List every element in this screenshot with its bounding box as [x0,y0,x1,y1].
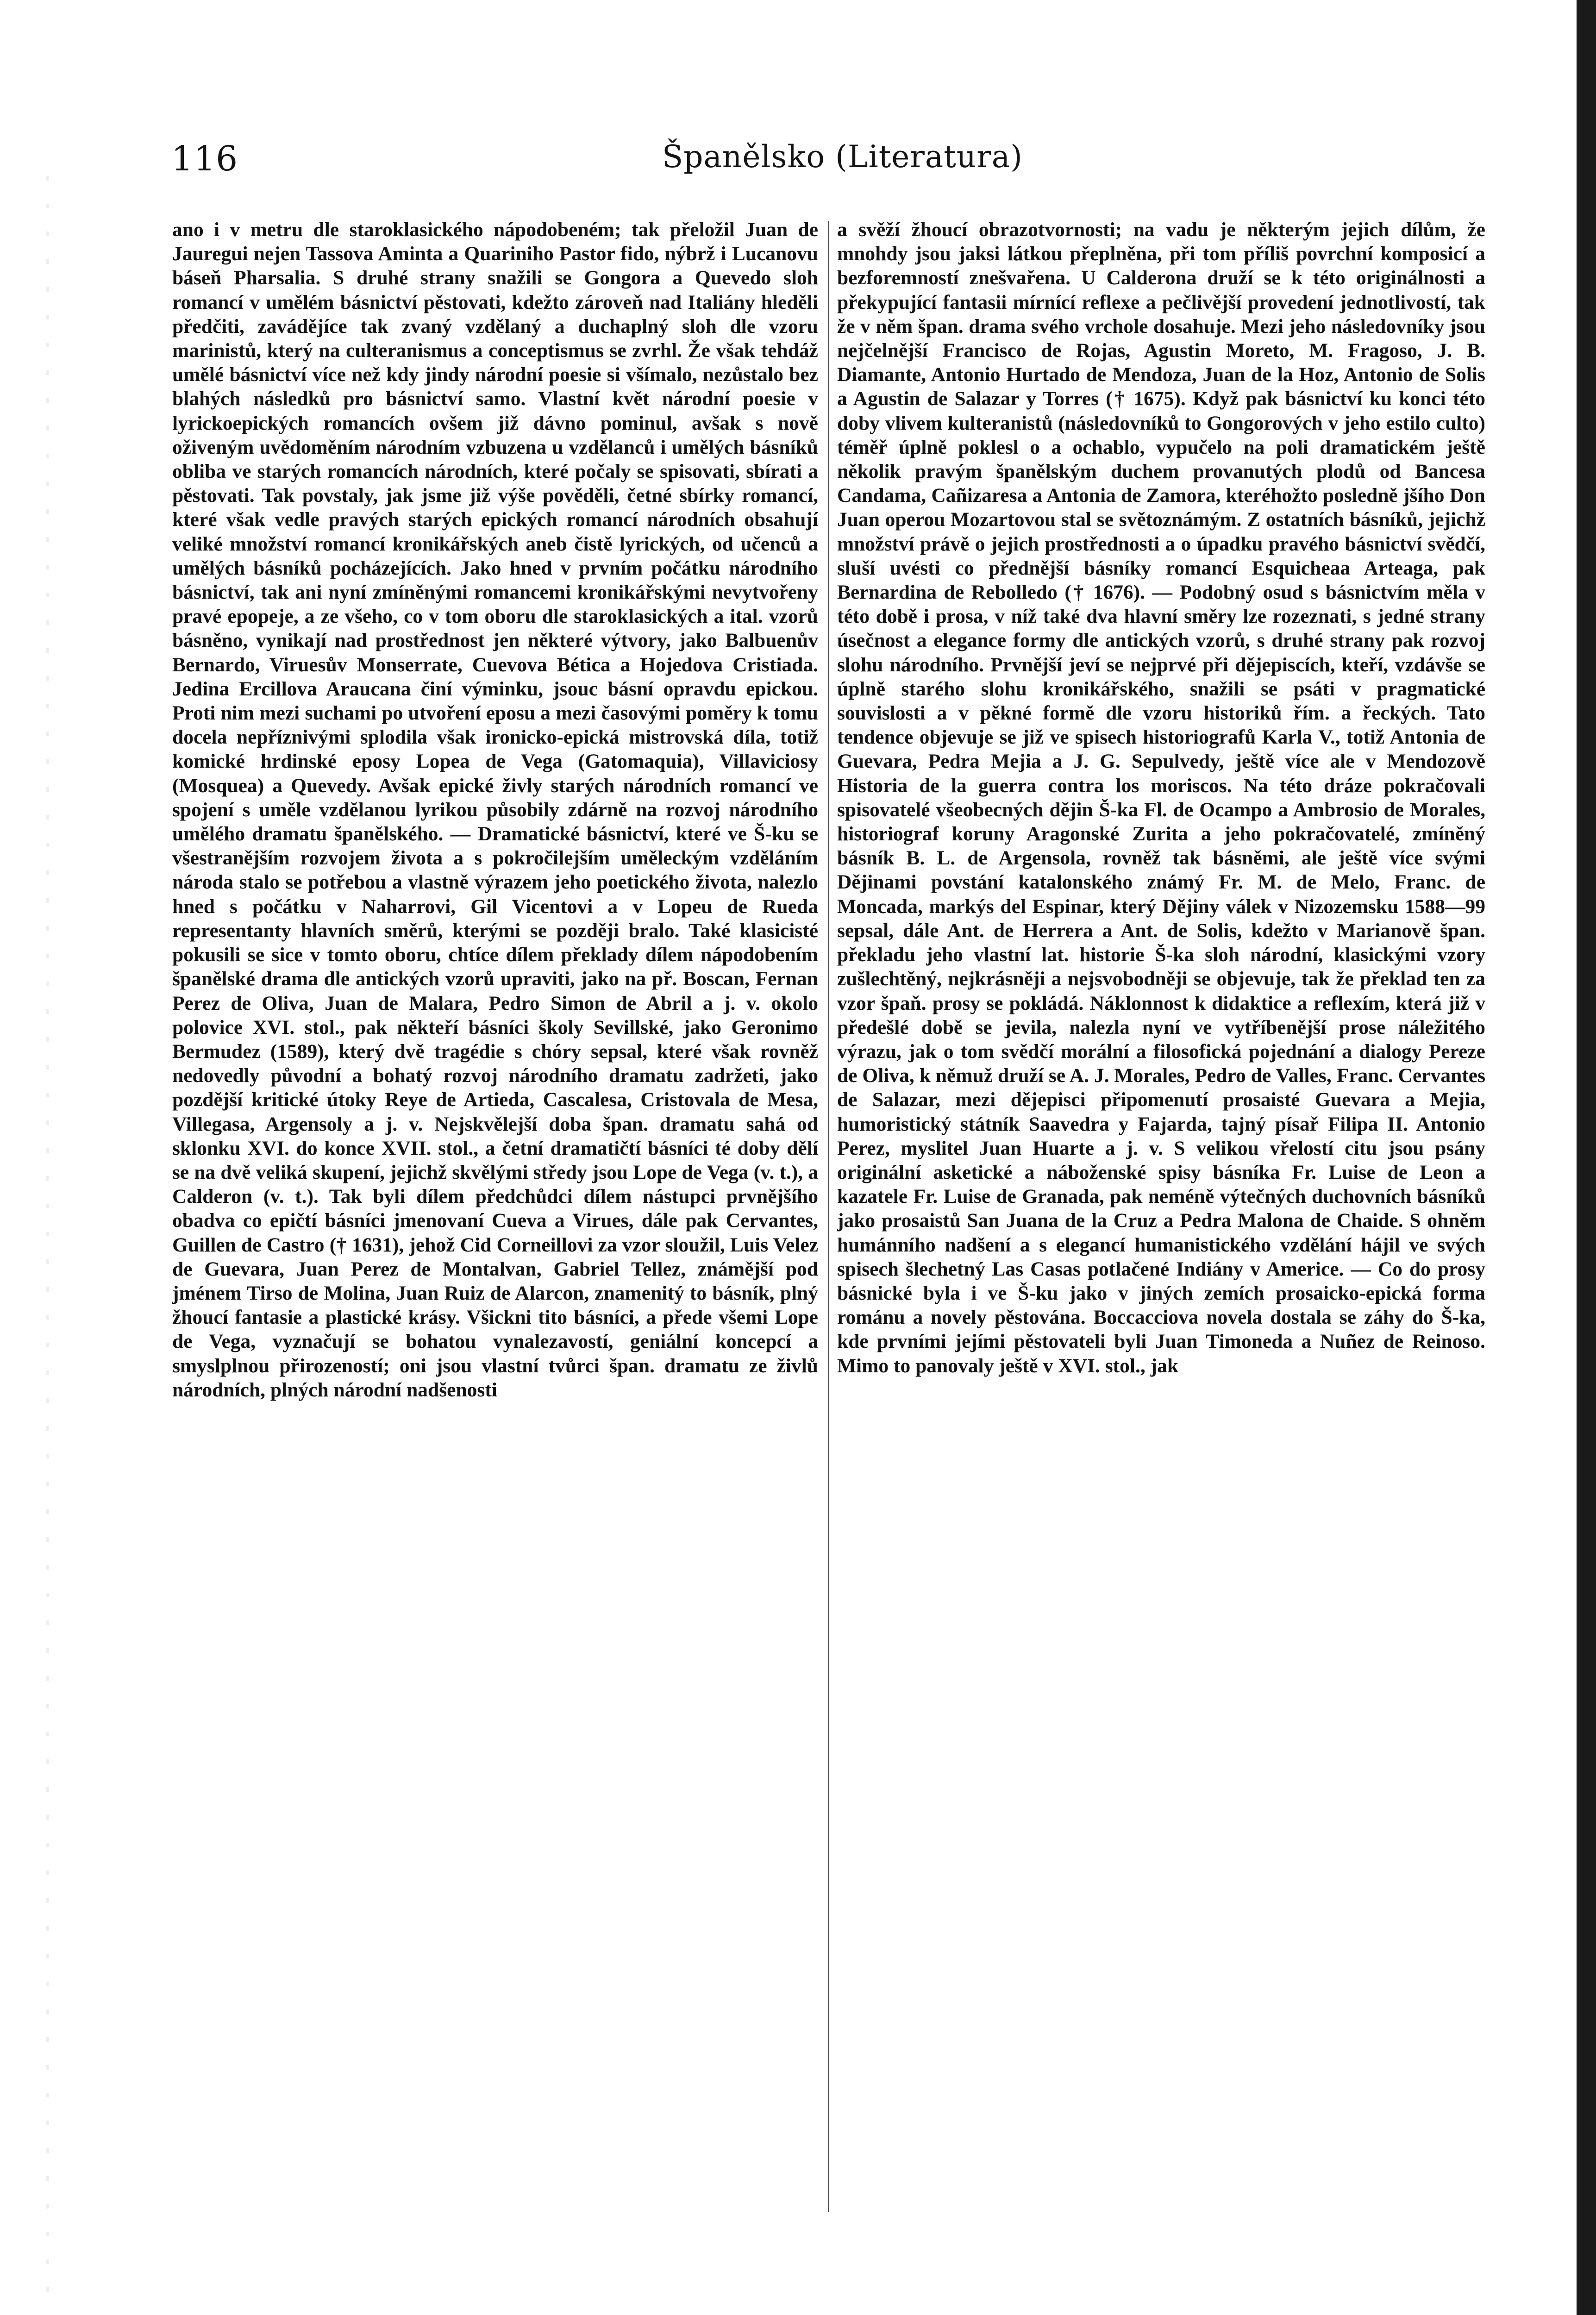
page-number: 116 [171,139,238,179]
page-header [171,139,1463,194]
scan-edge [1577,0,1596,2315]
body-text-right: a svěží žhoucí obrazotvornosti; na vadu je některým jejich dílům, že mnohdy jsou jaksi látkou přeplněna, při tom příliš povrchní komposicí a bezforemností znešvařena. U Calderona druží se k této originálnosti a překypující fantasii mírnící reflexe a pečlivější provedení jednotlivostí, tak že v něm špan. drama svého vrchole dosahuje. Mezi jeho následovníky jsou nejčelnější Francisco de Rojas, Agustin Moreto, M. Fragoso, J. B. Diamante, Antonio Hurtado de Mendoza, Juan de la Hoz, Antonio de Solis a Agustin de Salazar y Torres († 1675). Když pak básnictví ku konci této doby vlivem kulteranistů (následovníků to Gongorových v jeho estilo culto) téměř úplně poklesl o a ochablo, vypučelo na poli dramatickém ještě několik pravým španělským duchem provanutých plodů od Bancesa Candama, Cañizaresa a Antonia de Zamora, kteréhožto posledně jšího Don Juan operou Mozartovou stal se světoznámým. Z ostatních básníků, jejichž množství právě o jejich prostřednosti a o úpadku pravého básnictví svědčí, sluší uvésti co přednější básníky romancí Esquicheaa Arteaga, pak Bernardina de Rebolledo († 1676). — Podobný osud s básnictvím měla v této době i prosa, v níž také dva hlavní směry lze rozeznati, s jedné strany úsečnost a elegance formy dle antických vzorů, s druhé strany pak rozvoj slohu národního. Prvnější jeví se nejprvé při dějepiscích, kteří, vzdávše se úplně starého slohu kronikářského, snažili se psáti v pragmatické souvislosti a v pěkné formě dle vzoru historiků řím. a řeckých. Tato tendence objevuje se již ve spisech historiografů Karla V., totiž Antonia de Guevara, Pedra Mejia a J. G. Sepulvedy, ještě více ale v Mendozově Historia de la guerra contra los moriscos. Na této dráze pokračovali spisovatelé všeobecných dějin Š-ka Fl. de Ocampo a Ambrosio de Morales, historiograf koruny Aragonské Zurita a jeho pokračovatelé, zmíněný básník B. L. de Argensola, rovněž tak básněmi, ale ještě více svými Dějinami povstání katalonského známý Fr. M. de Melo, Franc. de Moncada, markýs del Espinar, který Dějiny válek v Nizozemsku 1588—99 sepsal, dále Ant. de Herrera a Ant. de Solis, kdežto v Marianově špan. překladu jeho vlastní lat. historie Š-ka sloh národní, klasickými vzory zušlechtěný, nejkrásněji a nejsvobodněji se objevuje, tak že překlad ten za vzor špaň. prosy se pokládá. Náklonnost k didaktice a reflexím, která již v předešlé době se jevila, nalezla nyní ve vytříbenější prose náležitého výrazu, jak o tom svědčí morální a filosofická pojednání a dialogy Pereze de Oliva, k němuž druží se A. J. Morales, Pedro de Valles, Franc. Cervantes de Salazar, mezi dějepisci připomenutí prosaisté Guevara a Mejia, humoristický státník Saavedra y Fajarda, tajný písař Filipa II. Antonio Perez, myslitel Juan Huarte a j. v. S velikou vřelostí citu jsou psány originální asketické a náboženské spisy básníka Fr. Luise de Leon a kazatele Fr. Luise de Granada, pak neméně výtečných duchovních básníků jako prosaistů San Juana de la Cruz a Pedra Malona de Chaide. S ohněm humánního nadšení a s elegancí humanistického vzdělání hájil ve svých spisech šlechetný Las Casas potlačené Indiány v Americe. — Co do prosy básnické byla i ve Š-ku jako v jiných zemích prosaicko-epická forma románu a novely pěstována. Boccacciova novela dostala se záhy do Š-ka, kde prvními jejími pěstovateli byli Juan Timoneda a Nuñez de Reinoso. Mimo to panovaly ještě v XVI. stol., jak [837,219,1485,1377]
body-text-left: ano i v metru dle staroklasického nápodobeném; tak přeložil Juan de Jauregui nejen Tassova Aminta a Quariniho Pastor fido, nýbrž i Lucanovu báseň Pharsalia. S druhé strany snažili se Gongora a Quevedo sloh romancí v umělém básnictví pěstovati, kdežto zároveň nad Italiány hleděli předčiti, zavádějíce tak zvaný vzdělaný a duchaplný sloh dle vzoru marinistů, který na culteranismus a conceptismus se zvrhl. Že však tehdáž umělé básnictví více než kdy jindy národní poesie si všímalo, nezůstalo bez blahých následků pro básnictví samo. Vlastní květ národní poesie v lyrickoepických romancích ovšem již dávno pominul, avšak s nově oživeným uvědoměním národním vzbuzena u vzdělanců i umělých básníků obliba ve starých romancích národních, které počaly se spisovati, sbírati a pěstovati. Tak povstaly, jak jsme již výše pověděli, četné sbírky romancí, které však vedle pravých starých epických romancí národních obsahují veliké množství romancí kronikářských aneb čistě lyrických, od učenců a umělých básníků pocházejících. Jako hned v prvním počátku národního básnictví, tak ani nyní zmíněnými romancemi kronikářskými nevytvořeny pravé epopeje, a ze všeho, co v tom oboru dle staroklasických a ital. vzorů básněno, vynikají nad prostřednost jen některé výtvory, jako Balbuenův Bernardo, Viruesův Monserrate, Cuevova Bética a Hojedova Cristiada. Jedina Ercillova Araucana činí výminku, jsouc básní opravdu epickou. Proti nim mezi suchami po utvoření eposu a mezi časovými poměry k tomu docela nepříznivými splodila však ironicko-epická mistrovská díla, totiž komické hrdinské eposy Lopea de Vega (Gatomaquia), Villaviciosy (Mosquea) a Quevedy. Avšak epické živly starých národních romancí ve spojení s uměle vzdělanou lyrikou působily zdárně na rozvoj národního umělého dramatu španělského. — Dramatické básnictví, které ve Š-ku se všestranějším rozvojem života a s pokročilejším uměleckým vzděláním národa stalo se potřebou a vlastně výrazem jeho poetického života, nalezlo hned s počátku v Naharrovi, Gil Vicentovi a v Lopeu de Rueda representanty hlavních směrů, kterými se později bralo. Také klasicisté pokusili se sice v tomto oboru, chtíce dílem překlady dílem nápodobením španělské drama dle antických vzorů upraviti, jako na př. Boscan, Fernan Perez de Oliva, Juan de Malara, Pedro Simon de Abril a j. v. okolo polovice XVI. stol., pak někteří básníci školy Sevillské, jako Geronimo Bermudez (1589), který dvě tragédie s chóry sepsal, které však rovněž nedovedly původní a bohatý rozvoj národního dramatu zadržeti, jako pozdější kritické útoky Reye de Artieda, Cascalesa, Cristovala de Mesa, Villegasa, Argensoly a j. v. Nejskvělejší doba špan. dramatu sahá od sklonku XVI. do konce XVII. stol., a četní dramatičtí básníci té doby dělí se na dvě veliká skupení, jejichž skvělými středy jsou Lope de Vega (v. t.), a Calderon (v. t.). Tak byli dílem předchůdci dílem nástupci prvnějšího obadva co epičtí básníci jmenovaní Cueva a Virues, dále pak Cervantes, Guillen de Castro († 1631), jehož Cid Corneillovi za vzor sloužil, Luis Velez de Guevara, Juan Perez de Montalvan, Gabriel Tellez, známější pod jménem Tirso de Molina, Juan Ruiz de Alarcon, znamenitý to básník, plný žhoucí fantasie a plastické krásy. Všickni tito básníci, a přede všemi Lope de Vega, vyznačují se bohatou vynalezavostí, geniální koncepcí a smyslplnou přirozeností; oni jsou vlastní tvůrci špan. dramatu ze živlů národních, plných národní nadšenosti [172,219,818,1401]
running-head: Španělsko (Literatura) [662,139,1023,175]
scan-artifact [46,176,49,2306]
column-divider [828,221,829,2212]
text-column-right [837,218,1485,2227]
text-column-left [172,218,818,2227]
